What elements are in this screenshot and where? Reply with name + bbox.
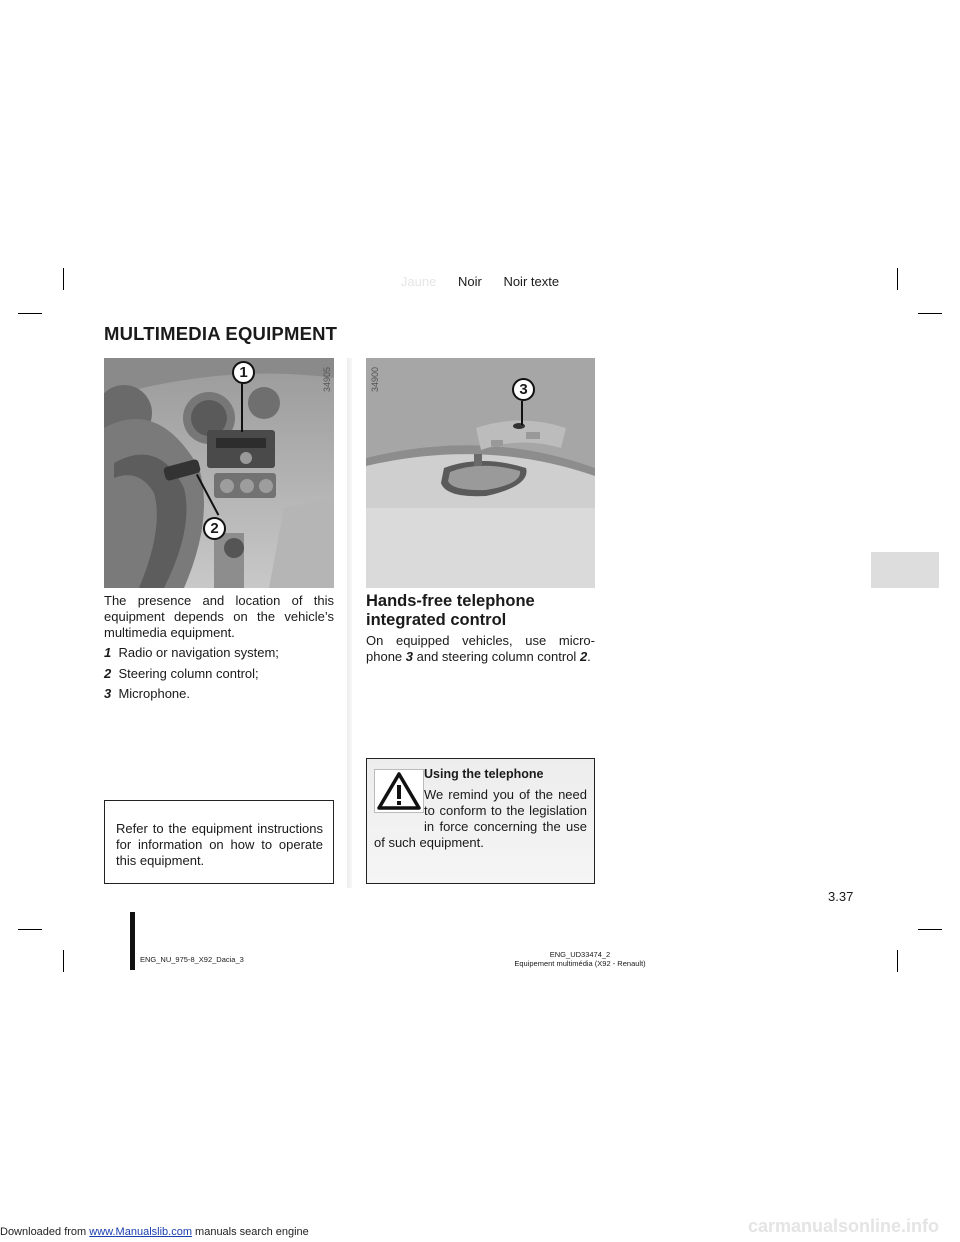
roof-console-illustration	[366, 358, 595, 588]
dashboard-photo	[104, 358, 334, 588]
callout-3: 3	[512, 378, 535, 401]
warning-title: Using the telephone	[424, 767, 544, 781]
footer-doc-ref: ENG_NU_975-8_X92_Dacia_3	[140, 955, 244, 964]
watermark: carmanualsonline.info	[748, 1216, 940, 1236]
crop-mark	[918, 929, 942, 930]
photo-code-34905: 34905	[322, 366, 332, 392]
footer-section-ref: ENG_UD33474_2 Equipement multimédia (X92 - Renault)	[514, 950, 646, 968]
warning-text: We remind you of the need to conform to the legislation in force concerning the use of such equipment.	[374, 787, 587, 850]
intro-paragraph: The presence and location of this equipment depends on the vehicle’s multimedia equipment.	[104, 593, 334, 640]
callout-2: 2	[203, 517, 226, 540]
list-item-text: Radio or navigation system;	[118, 645, 279, 660]
footer-bar	[130, 912, 135, 970]
list-item-number: 1	[104, 645, 112, 660]
color-mark-jaune: Jaune	[400, 274, 437, 289]
color-mark-noir-texte: Noir texte	[503, 274, 560, 289]
roof-console-photo	[366, 358, 595, 588]
note-box	[104, 800, 334, 884]
crop-mark	[897, 950, 898, 972]
note-text: Refer to the equipment instructions for information on how to operate this equipment.	[116, 821, 323, 868]
crop-mark	[18, 929, 42, 930]
column-separator	[347, 358, 352, 888]
list-item-text: Steering column control;	[118, 666, 259, 681]
color-mark-noir: Noir	[457, 274, 482, 289]
crop-mark	[918, 313, 942, 314]
list-item	[104, 645, 334, 661]
crop-mark	[18, 313, 42, 314]
list-item	[104, 686, 334, 702]
section-heading: Hands-free telephone integrated control	[366, 592, 535, 629]
photo-code-34900: 34900	[370, 366, 380, 392]
crop-mark	[63, 950, 64, 972]
section-paragraph: On equipped vehicles, use micro-phone 3 and steering column control 2.	[366, 633, 595, 664]
list-item-text: Microphone.	[118, 686, 191, 701]
list-item-number: 3	[104, 686, 112, 701]
callout-1: 1	[232, 361, 255, 384]
page-title: MULTIMEDIA EQUIPMENT	[104, 323, 338, 344]
page-number: 3.37	[828, 889, 854, 904]
list-item-number: 2	[104, 666, 112, 681]
warning-box	[366, 758, 595, 884]
dashboard-illustration	[104, 358, 334, 588]
print-color-marks	[0, 274, 960, 289]
callout-3-leader	[521, 401, 523, 425]
manualslib-link[interactable]: www.Manualslib.com	[89, 1226, 192, 1238]
callout-1-leader	[241, 384, 243, 432]
list-item	[104, 666, 334, 682]
download-banner: Downloaded from www.Manualslib.com manuals search engine	[0, 1226, 309, 1238]
chapter-tab	[871, 552, 939, 588]
